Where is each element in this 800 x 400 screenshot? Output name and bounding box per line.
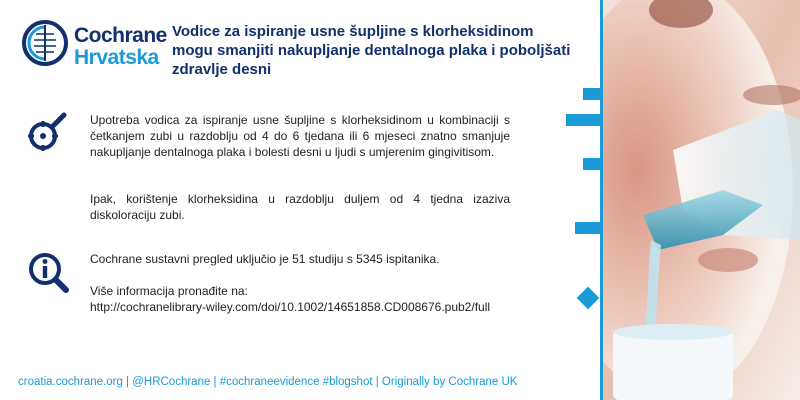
divider-diamond: [577, 287, 600, 310]
finding-paragraph: Upotreba vodica za ispiranje usne šupljine s klorheksidinom u kombinaciji s četkanjem zubi u razdoblju od 4 do 6 tjedana ili 6 mjeseci znatno smanjuje nakupljanje dentalnoga plaka i bolesti desni u ljudi s umjerenim gingivitisom.: [90, 113, 510, 159]
divider-tick: [575, 222, 603, 234]
footer-links[interactable]: croatia.cochrane.org | @HRCochrane | #cochraneevidence #blogshot | Originally by Cochrane UK: [18, 376, 518, 388]
headline: Vodice za ispiranje usne šupljine s klorheksidinom mogu smanjiti nakupljanje dentalnoga plaka i poboljšati zdravlje desni: [172, 23, 571, 78]
divider-tick: [583, 88, 603, 100]
info-magnifier-icon: [28, 252, 70, 294]
divider-tick: [583, 158, 603, 170]
divider-tick: [566, 114, 603, 126]
magnifier-target-icon: [27, 112, 69, 154]
cochrane-logo: [22, 20, 172, 70]
cochrane-logo-icon: [22, 20, 68, 66]
caution-paragraph: Ipak, korištenje klorheksidina u razdoblju duljem od 4 tjedna izaziva diskoloraciju zubi.: [90, 192, 510, 222]
mouthwash-photo: [603, 0, 800, 400]
review-link[interactable]: http://cochranelibrary-wiley.com/doi/10.1002/14651858.CD008676.pub2/full: [90, 300, 491, 314]
logo-name-line2: Hrvatska: [74, 46, 159, 69]
more-info-label: Više informacija pronađite na:: [90, 284, 248, 298]
logo-name-line1: Cochrane: [74, 24, 167, 47]
review-summary: Cochrane sustavni pregled uključio je 51 studiju s 5345 ispitanika.: [90, 252, 440, 266]
